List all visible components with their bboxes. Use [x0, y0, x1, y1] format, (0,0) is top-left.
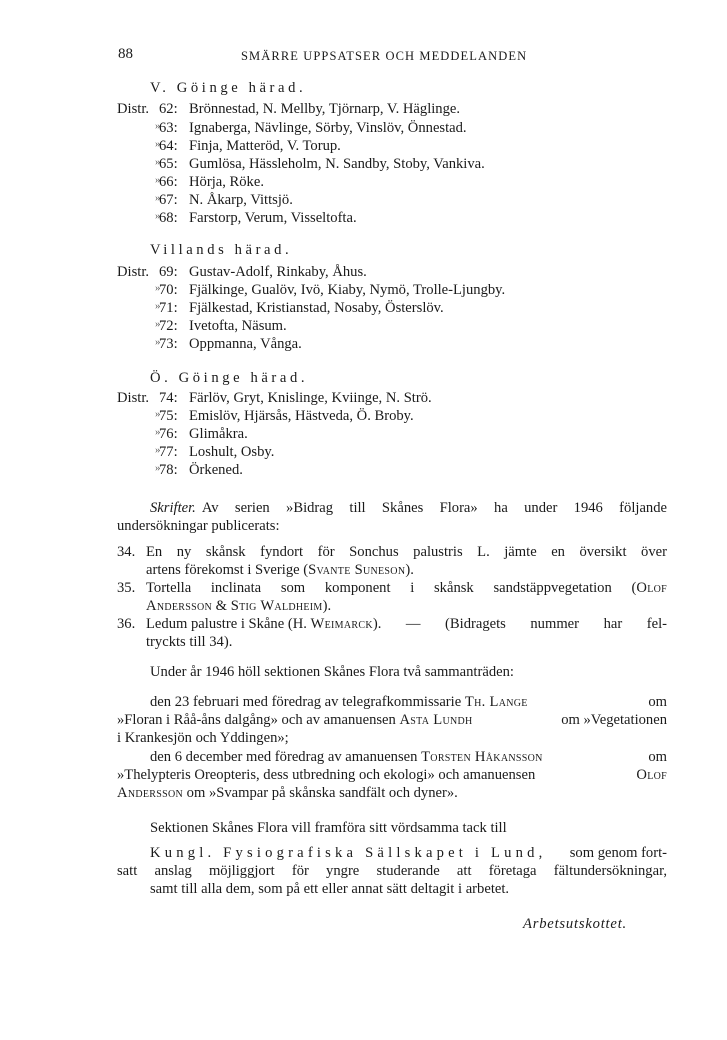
publication-number: 34.	[117, 544, 136, 560]
document-page: 88 SMÄRRE UPPSATSER OCH MEDDELANDEN V. Göinge härad. Distr. 62: Brönnestad, N. Mellby, Tjörnarp, V. Häglinge. » 63: Ignaberga, Nävlinge, Sörby, Vinslöv, Önnestad. » 64: Finja, Matteröd, V. Torup. » 65: Gumlösa, Hässleholm, N. Sandby, Stoby, Vankiva. » 66: Hörja, Röke. » 67: N. Åkarp, Vittsjö. » 68: Farstorp, Verum, Visseltofta. Villands härad. Distr. 69: Gustav-Adolf, Rinkaby, Åhus. » 70: Fjälkinge, Gualöv, Ivö, Kiaby, Nymö, Trolle-Ljungby. » 71: Fjälkestad, Kristianstad, Nosaby, Österslöv. » 72: Ivetofta, Näsum. » 73: Oppmanna, Vånga. Ö. Göinge härad. Distr. 74: Färlöv, Gryt, Knislinge, Kviinge, N. Strö. » 75: Emislöv, Hjärsås, Hästveda, Ö. Broby. » 76: Glimåkra. » 77: Loshult, Osby. » 78: Örkened. Skrifter. Av serien »Bidrag till Skånes Flora» ha under 1946 följande undersökningar publicerats: 34. En ny skånsk fyndort för Sonchus palustris L. jämte en översikt över artens förekomst i Sverige (Svante Suneson). 35. Tortella inclinata som komponent i skånsk sandstäppvegetation ( Olof Andersson & Stig Waldheim). 36. Ledum palustre i Skåne (H. Weimarck ). — (Bidragets nummer har fel- tryckts till 34). Under år 1946 höll sektionen Skånes Flora två sammanträden: den 23 februari med föredrag av telegrafkommissarie Th. Lange om »Floran i Råå-åns dalgång» och av amanuensen Asta Lundh om »Vegetationen i Krankesjön och Yddingen»; den 6 december med föredrag av amanuensen Torsten Håkansson om »Thelypteris Oreopteris, dess utbredning och ekologi» och amanuensen Olof Andersson om »Svampar på skånska sandfält och dyner». Sektionen Skånes Flora vill framföra sitt vördsamma tack till Kungl. Fysiografiska Sällskapet i Lund, som genom fort- satt anslag möjliggjort för yngre studerande att företaga fältundersökningar, samt till alla dem, som på ett eller annat sätt deltagit i arbetet. Arbetsutskottet.	[117, 46, 667, 932]
publication-title-cont: artens förekomst i Sverige (Svante Suneson).	[146, 562, 414, 578]
section-title: V. Göinge härad.	[150, 80, 307, 96]
page-number: 88	[118, 46, 133, 62]
meeting-line: den 6 december med föredrag av amanuensen Torsten Håkansson om	[150, 749, 667, 765]
thanks-line: Sektionen Skånes Flora vill framföra sitt vördsamma tack till	[150, 820, 507, 836]
publication-title: En ny skånsk fyndort för Sonchus palustris L. jämte en översikt över	[146, 544, 667, 560]
section-title: Ö. Göinge härad.	[150, 370, 309, 386]
publication-number: 35.	[117, 580, 136, 596]
signature: Arbetsutskottet.	[523, 916, 627, 932]
meetings-intro: Under år 1946 höll sektionen Skånes Flora två sammanträden:	[150, 664, 514, 680]
publication-title-cont: Andersson & Stig Waldheim).	[146, 598, 332, 614]
thanks-line: satt anslag möjliggjort för yngre studerande att företaga fältundersökningar,	[117, 863, 667, 879]
publication-title: Tortella inclinata som komponent i skånsk sandstäppvegetation ( Olof	[146, 580, 667, 596]
publication-number: 36.	[117, 616, 136, 632]
meeting-line: »Floran i Råå-åns dalgång» och av amanuensen Asta Lundh om »Vegetationen	[117, 712, 667, 728]
section-title: Villands härad.	[150, 242, 293, 258]
publication-title-cont: tryckts till 34).	[146, 634, 233, 650]
meeting-line: i Krankesjön och Yddingen»;	[117, 730, 289, 746]
thanks-line: Kungl. Fysiografiska Sällskapet i Lund, som genom fort-	[150, 845, 667, 861]
running-title: SMÄRRE UPPSATSER OCH MEDDELANDEN	[241, 49, 528, 63]
meeting-line: »Thelypteris Oreopteris, dess utbredning och ekologi» och amanuensen Olof	[117, 767, 667, 783]
skrifter-line: Skrifter. Av serien »Bidrag till Skånes Flora» ha under 1946 följande	[150, 500, 667, 516]
skrifter-line: undersökningar publicerats:	[117, 518, 280, 534]
meeting-line: Andersson om »Svampar på skånska sandfält och dyner».	[117, 785, 458, 801]
publication-title: Ledum palustre i Skåne (H. Weimarck ). — (Bidragets nummer har fel-	[146, 616, 667, 632]
thanks-line: samt till alla dem, som på ett eller annat sätt deltagit i arbetet.	[150, 881, 510, 897]
meeting-line: den 23 februari med föredrag av telegrafkommissarie Th. Lange om	[150, 694, 667, 710]
skrifter-lead: Skrifter.	[150, 500, 196, 516]
